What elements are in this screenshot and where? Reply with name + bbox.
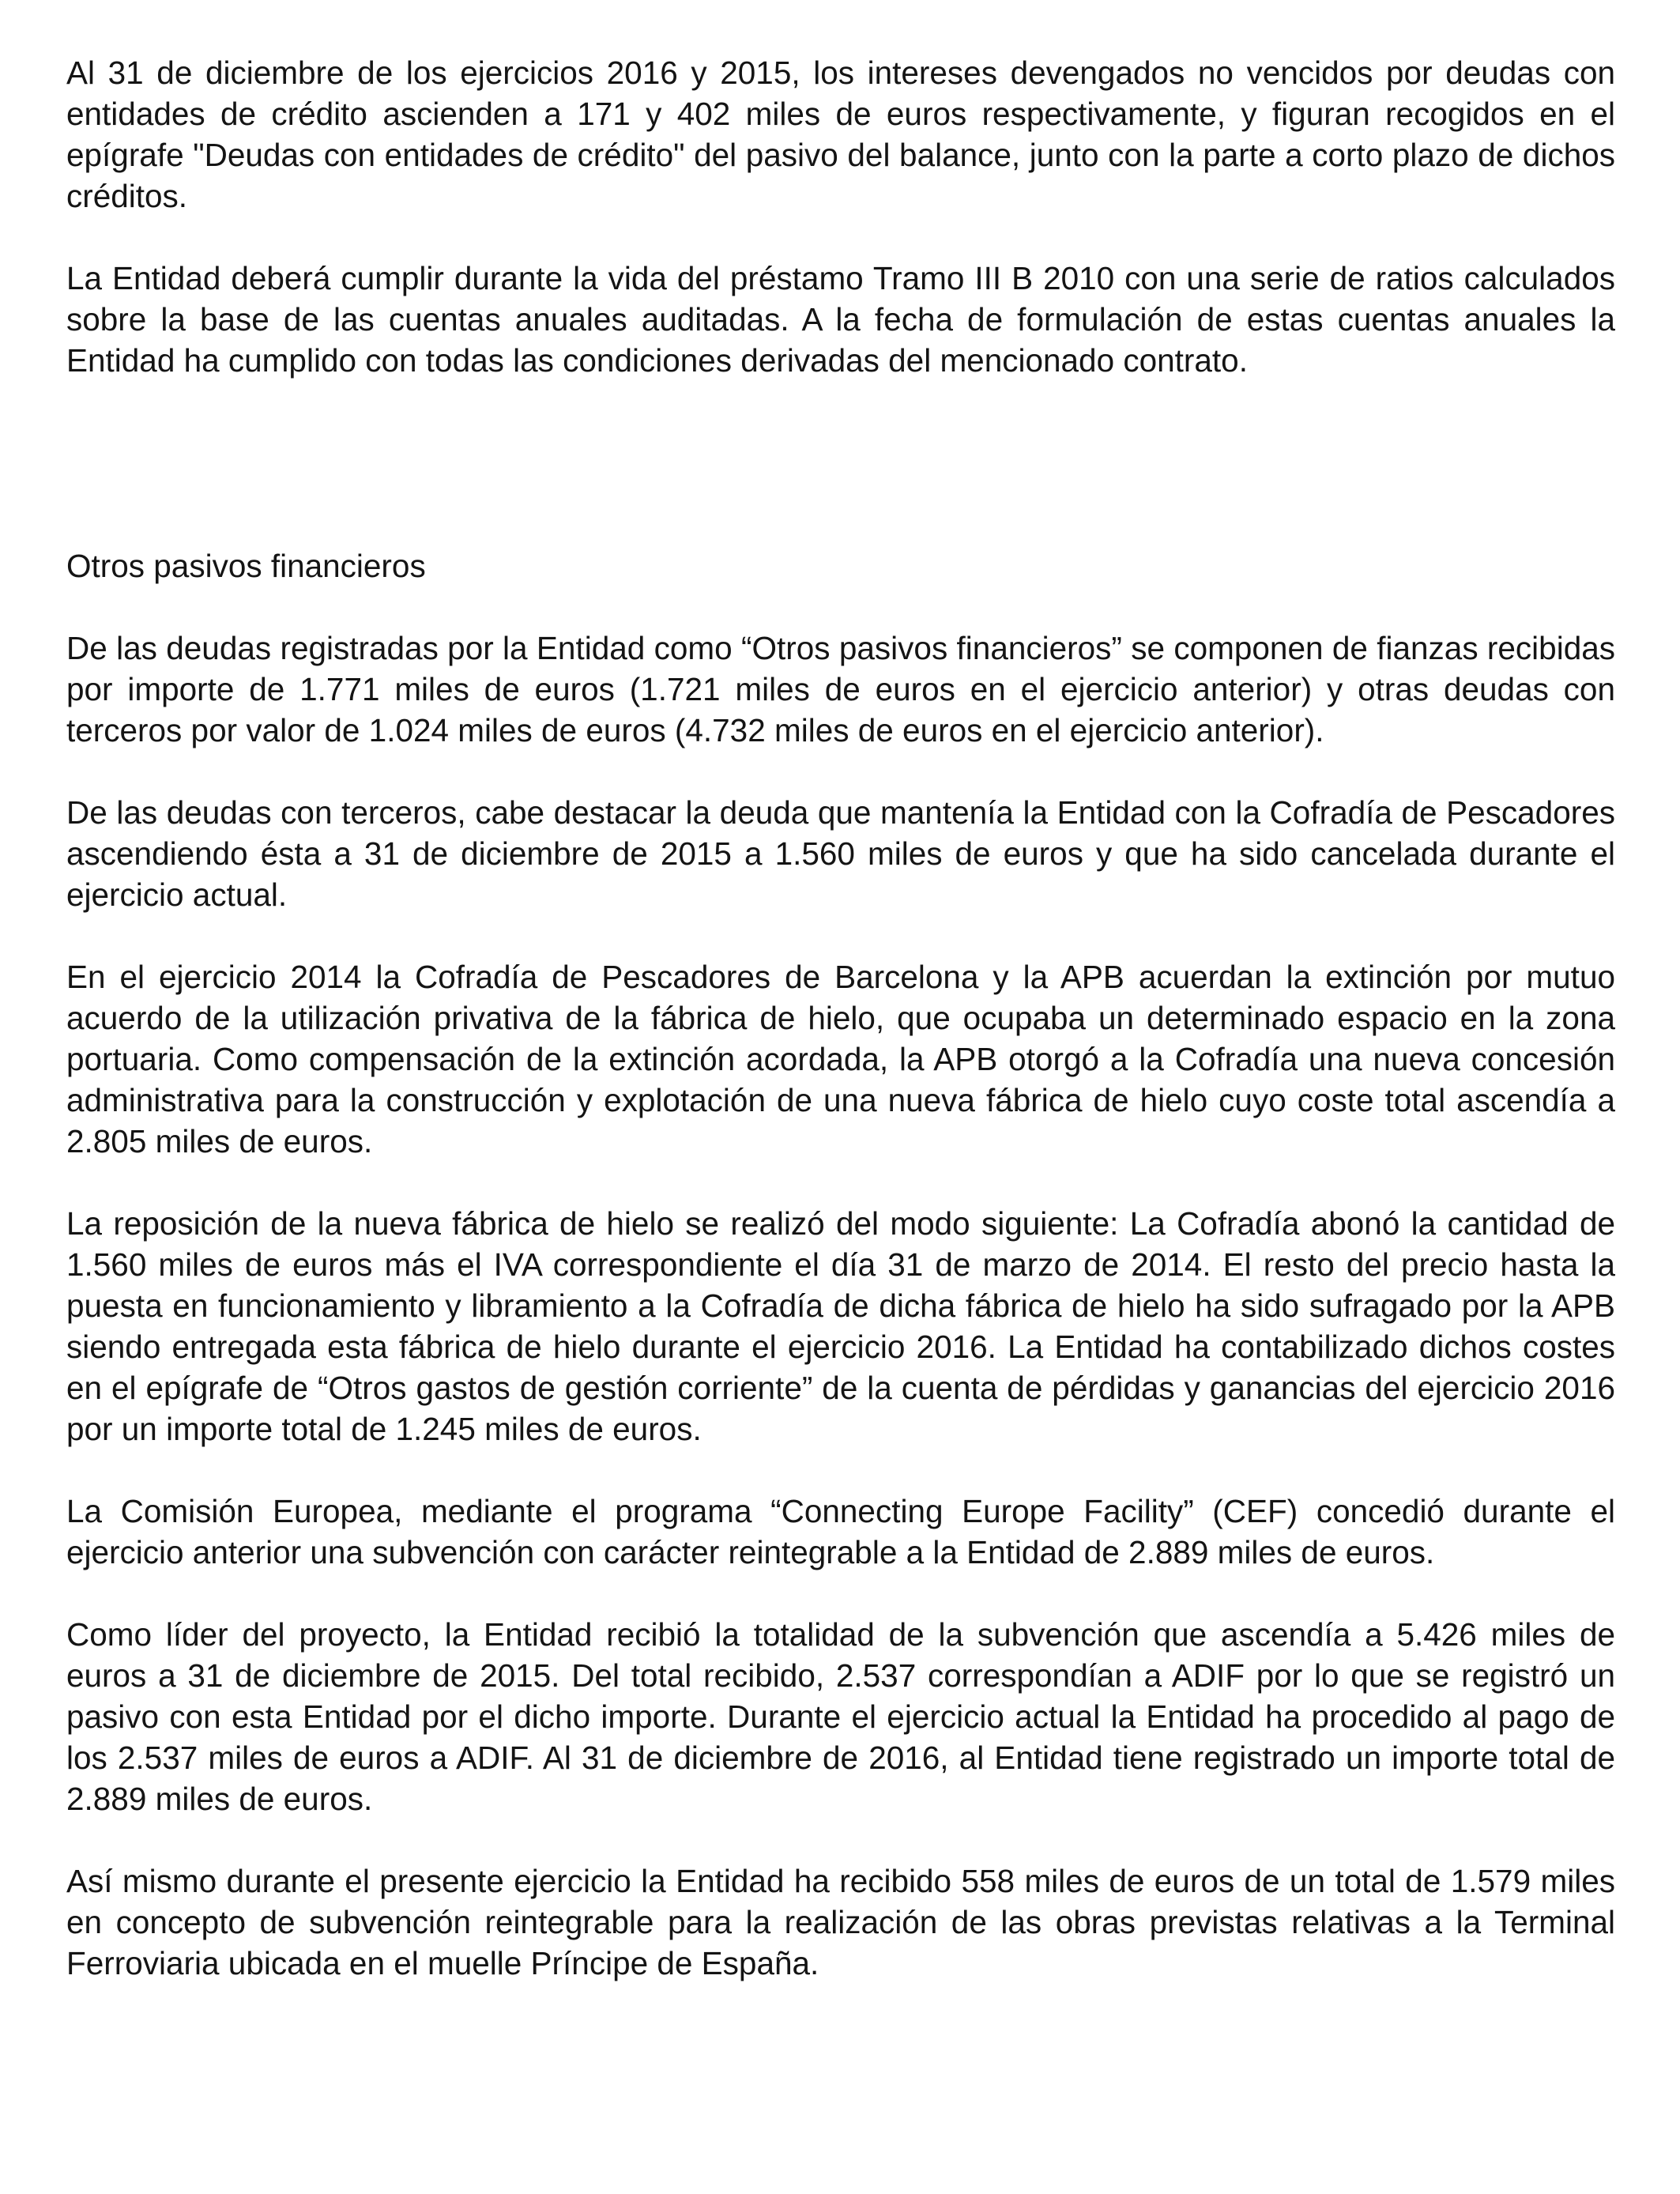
paragraph-third-party-debts: De las deudas con terceros, cabe destacar la deuda que mantenía la Entidad con la Cofradía de Pescadores ascendiendo ésta a 31 de diciembre de 2015 a 1.560 miles de euros y que ha sido cancelada durante el ejercicio actual. [66, 794, 1615, 913]
paragraph-ice-factory-replacement: La reposición de la nueva fábrica de hielo se realizó del modo siguiente: La Cofradía abonó la cantidad de 1.560 miles de euros más el IVA correspondiente el día 31 de marzo de 2014. El resto del precio hasta la puesta en funcionamiento y libramiento a la Cofradía de dicha fábrica de hielo ha sido sufragado por la APB siendo entregada esta fábrica de hielo durante el ejercicio 2016. La Entidad ha contabilizado dichos costes en el epígrafe de “Otros gastos de gestión corriente” de la cuenta de pérdidas y ganancias del ejercicio 2016 por un importe total de 1.245 miles de euros. [66, 1205, 1615, 1447]
paragraph-accrued-interest: Al 31 de diciembre de los ejercicios 2016 y 2015, los intereses devengados no vencidos por deudas con entidades de crédito ascienden a 171 y 402 miles de euros respectivamente, y figuran recogidos en el epígrafe "Deudas con entidades de crédito" del pasivo del balance, junto con la parte a corto plazo de dichos créditos. [66, 55, 1615, 214]
paragraph-cef-grant: La Comisión Europea, mediante el programa “Connecting Europe Facility” (CEF) concedió durante el ejercicio anterior una subvención con carácter reintegrable a la Entidad de 2.889 miles de euros. [66, 1493, 1615, 1570]
paragraph-ice-factory-agreement: En el ejercicio 2014 la Cofradía de Pescadores de Barcelona y la APB acuerdan la extinción por mutuo acuerdo de la utilización privativa de la fábrica de hielo, que ocupaba un determinado espacio en la zona portuaria. Como compensación de la extinción acordada, la APB otorgó a la Cofradía una nueva concesión administrativa para la construcción y explotación de una nueva fábrica de hielo cuyo coste total ascendía a 2.805 miles de euros. [66, 959, 1615, 1159]
paragraph-loan-covenants: La Entidad deberá cumplir durante la vida del préstamo Tramo III B 2010 con una serie de ratios calculados sobre la base de las cuentas anuales auditadas. A la fecha de formulación de estas cuentas anuales la Entidad ha cumplido con todas las condiciones derivadas del mencionado contrato. [66, 260, 1615, 379]
paragraph-project-leader: Como líder del proyecto, la Entidad recibió la totalidad de la subvención que ascendía a 5.426 miles de euros a 31 de diciembre de 2015. Del total recibido, 2.537 correspondían a ADIF por lo que se registró un pasivo con esta Entidad por el dicho importe. Durante el ejercicio actual la Entidad ha procedido al pago de los 2.537 miles de euros a ADIF. Al 31 de diciembre de 2016, al Entidad tiene registrado un importe total de 2.889 miles de euros. [66, 1616, 1615, 1817]
blank-spacer [66, 422, 1615, 545]
document-page [66, 52, 1615, 2025]
paragraph-other-liabilities: De las deudas registradas por la Entidad como “Otros pasivos financieros” se componen de fianzas recibidas por importe de 1.771 miles de euros (1.721 miles de euros en el ejercicio anterior) y otras deudas con terceros por valor de 1.024 miles de euros (4.732 miles de euros en el ejercicio anterior). [66, 630, 1615, 748]
section-heading: Otros pasivos financieros [66, 548, 426, 584]
paragraph-rail-terminal-grant: Así mismo durante el presente ejercicio la Entidad ha recibido 558 miles de euros de un total de 1.579 miles en concepto de subvención reintegrable para la realización de las obras previstas relativas a la Terminal Ferroviaria ubicada en el muelle Príncipe de España. [66, 1863, 1615, 1981]
